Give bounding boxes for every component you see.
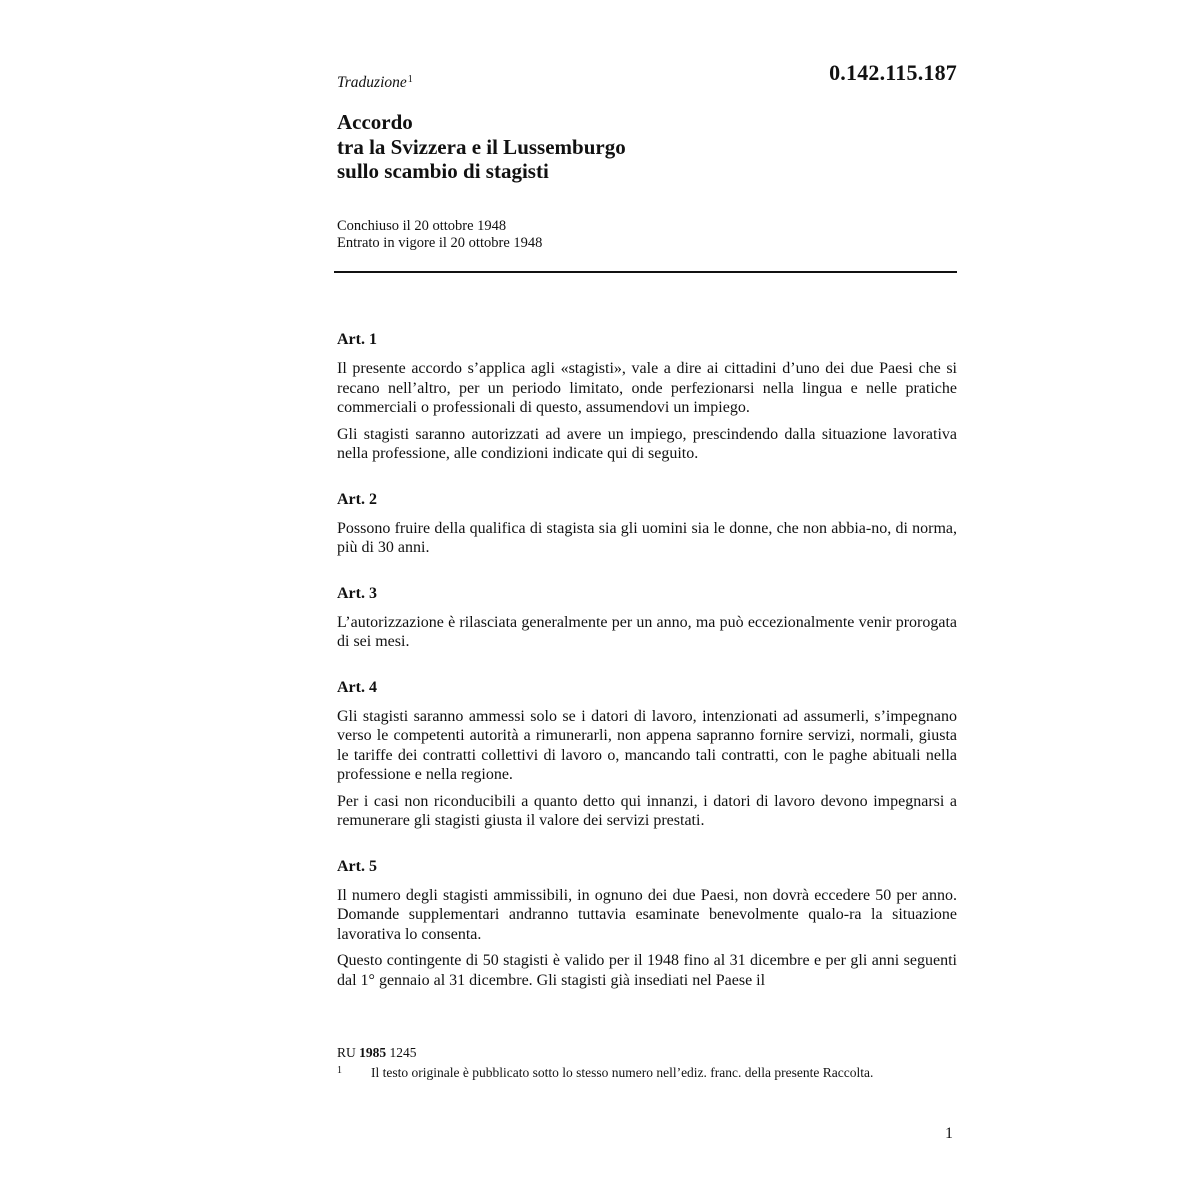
article-paragraph: Possono fruire della qualifica di stagista sia gli uomini sia le donne, che non abbia-no, di norma, più di 30 anni. bbox=[337, 519, 957, 556]
translation-footnote-mark[interactable]: 1 bbox=[407, 74, 413, 85]
article-2 bbox=[337, 490, 957, 558]
article-paragraph: Il presente accordo s’applica agli «stagisti», vale a dire ai cittadini d’uno dei due Paesi che si recano nell’altro, per un periodo limitato, onde perfezionarsi nella lingua e nelle pratiche commerciali o professionali di questo, assumendovi un impiego. bbox=[337, 360, 957, 416]
article-paragraph: Gli stagisti saranno autorizzati ad avere un impiego, prescindendo dalla situazione lavorativa nella professione, alle condizioni indicate qui di seguito. bbox=[337, 425, 957, 462]
document-title bbox=[337, 110, 626, 184]
footnote bbox=[337, 1064, 957, 1081]
article-paragraph: L’autorizzazione è rilasciata generalmente per un anno, ma può eccezionalmente venir prorogata di sei mesi. bbox=[337, 613, 957, 650]
article-heading: Art. 4 bbox=[337, 678, 377, 696]
ref-prefix: RU bbox=[337, 1045, 356, 1060]
title-line-1: Accordo bbox=[337, 110, 413, 134]
article-paragraph: Gli stagisti saranno ammessi solo se i datori di lavoro, intenzionati ad assumerli, s’impegnano verso le competenti autorità a rimunerarli, non appena sapranno fornire servizi, normali, giusta le tariffe dei contratti collettivi di lavoro o, mancando tali contratti, con le paghe abituali nella professione e nella regione. bbox=[337, 707, 957, 783]
translation-label bbox=[337, 74, 413, 92]
article-paragraph: Questo contingente di 50 stagisti è valido per il 1948 fino al 31 dicembre e per gli anni seguenti dal 1° gennaio al 31 dicembre. Gli stagisti già insediati nel Paese il bbox=[337, 952, 957, 989]
official-collection-reference bbox=[337, 1045, 417, 1061]
document-page bbox=[337, 0, 957, 1200]
article-heading: Art. 1 bbox=[337, 331, 377, 348]
in-force-date: Entrato in vigore il 20 ottobre 1948 bbox=[337, 235, 543, 251]
ref-year: 1985 bbox=[359, 1045, 387, 1060]
article-heading: Art. 3 bbox=[337, 584, 377, 602]
dates-block bbox=[337, 218, 542, 252]
article-4 bbox=[337, 678, 957, 831]
article-1 bbox=[337, 330, 957, 464]
footnote-mark: 1 bbox=[337, 1065, 342, 1076]
title-line-2: tra la Svizzera e il Lussemburgo bbox=[337, 134, 626, 159]
sr-number: 0.142.115.187 bbox=[829, 60, 957, 85]
title-line-3: sullo scambio di stagisti bbox=[337, 159, 549, 183]
article-paragraph: Per i casi non riconducibili a quanto detto qui innanzi, i datori di lavoro devono impegnarsi a remunerare gli stagisti giusta il valore dei servizi prestati. bbox=[337, 792, 957, 829]
article-3 bbox=[337, 584, 957, 652]
page-number: 1 bbox=[945, 1125, 953, 1142]
header-divider bbox=[334, 271, 957, 273]
translation-label-text: Traduzione bbox=[337, 74, 407, 91]
ref-page: 1245 bbox=[389, 1045, 417, 1060]
article-paragraph: Il numero degli stagisti ammissibili, in ognuno dei due Paesi, non dovrà eccedere 50 per anno. Domande supplementari andranno tuttavia esaminate benevolmente qualo-ra la situazione lavorativa lo consenta. bbox=[337, 886, 957, 943]
footnote-text: Il testo originale è pubblicato sotto lo stesso numero nell’ediz. franc. della presente Raccolta. bbox=[371, 1065, 874, 1080]
article-heading: Art. 5 bbox=[337, 857, 377, 875]
article-heading: Art. 2 bbox=[337, 490, 377, 508]
articles-body bbox=[337, 330, 957, 1016]
article-5 bbox=[337, 857, 957, 991]
concluded-date: Conchiuso il 20 ottobre 1948 bbox=[337, 218, 507, 234]
